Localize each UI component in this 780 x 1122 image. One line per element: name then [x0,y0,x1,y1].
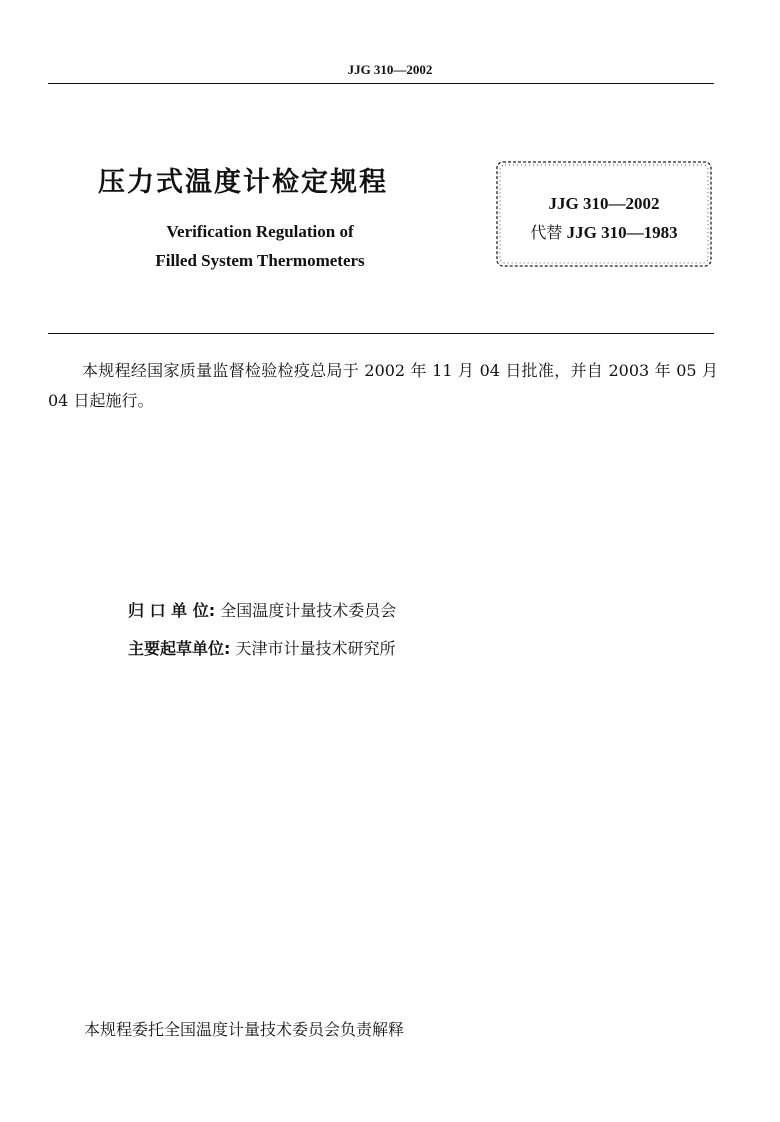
standard-number: JJG 310—2002 [548,194,660,213]
decorative-chain-border [493,158,715,270]
responsible-unit-row [128,598,396,621]
top-divider [48,83,714,84]
drafting-unit-value: 天津市计量技术研究所 [235,639,396,658]
title-english-line-2: Filled System Thermometers [155,251,365,270]
replaces-line [493,220,715,243]
interpretation-note: 本规程委托全国温度计量技术委员会负责解释 [84,1020,405,1039]
responsible-unit-value: 全国温度计量技术委员会 [220,601,397,620]
replaces-prefix: 代替 [530,223,563,242]
approval-statement: 本规程经国家质量监督检验检疫总局于 2002 年 11 月 04 日批准，并自 2003 年 05 月 04 日起施行。 [48,361,718,410]
drafting-unit-row [128,636,396,659]
title-english-line-1: Verification Regulation of [166,222,354,241]
replaces-number: JJG 310—1983 [566,223,678,242]
title-chinese: 压力式温度计检定规程 [98,167,388,198]
header-standard-code: JJG 310—2002 [347,62,433,77]
responsible-unit-label: 归 口 单 位: [128,601,216,620]
standard-number-box [493,158,715,270]
middle-divider [48,333,714,334]
drafting-unit-label: 主要起草单位: [128,639,231,658]
